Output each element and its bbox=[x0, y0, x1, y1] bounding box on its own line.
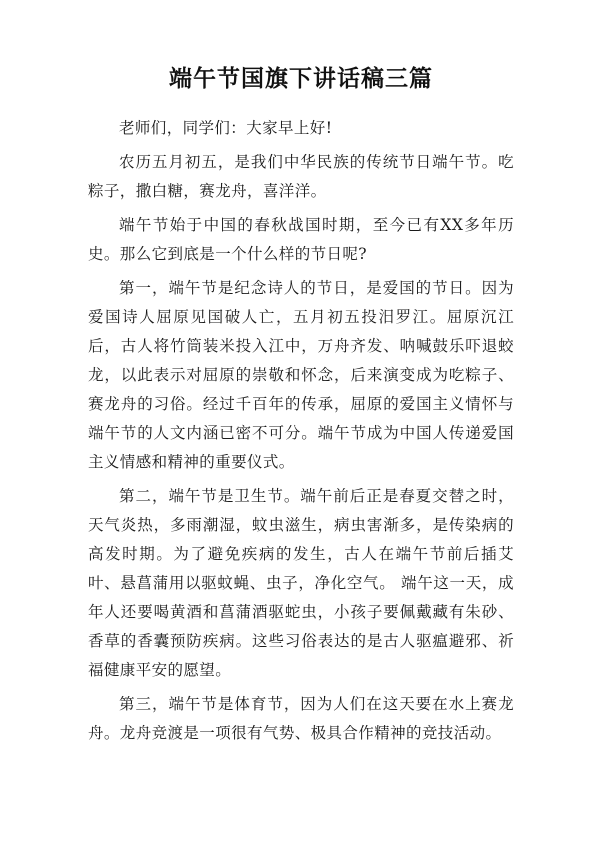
paragraph-third-point: 第三，端午节是体育节，因为人们在这天要在水上赛龙舟。龙舟竞渡是一项很有气势、极具合作精神的竞技活动。 bbox=[88, 695, 514, 742]
paragraph-greeting: 老师们，同学们：大家早上好! bbox=[119, 119, 333, 137]
paragraph-second-point: 第二，端午节是卫生节。端午前后正是春夏交替之时，天气炎热，多雨潮湿，蚊虫滋生，病虫害渐多，是传染病的高发时期。为了避免疾病的发生，古人在端午节前后插艾叶、悬菖蒲用以驱蚊蝇、虫子，净化空气。 端午这一天，成年人还要喝黄酒和菖蒲酒驱蛇虫，小孩子要佩戴藏有朱砂、香草的香囊预防疾病。这些习俗表达的是古人驱瘟避邪、祈福健康平安的愿望。 bbox=[88, 487, 514, 679]
document-page bbox=[88, 62, 514, 753]
document-title: 端午节国旗下讲话稿三篇 bbox=[169, 65, 433, 92]
paragraph-history: 端午节始于中国的春秋战国时期，至今已有XX多年历史。那么它到底是一个什么样的节日呢? bbox=[88, 216, 514, 263]
paragraph-first-point: 第一，端午节是纪念诗人的节日，是爱国的节日。因为爱国诗人屈原见国破人亡，五月初五投汨罗江。屈原沉江后，古人将竹筒装米投入江中，万舟齐发、呐喊鼓乐吓退蛟龙，以此表示对屈原的崇敬和怀念，后来演变成为吃粽子、赛龙舟的习俗。经过千百年的传承，屈原的爱国主义情怀与端午节的人文内涵已密不可分。端午节成为中国人传递爱国主义情感和精神的重要仪式。 bbox=[88, 279, 514, 471]
paragraph-intro: 农历五月初五，是我们中华民族的传统节日端午节。吃粽子，撒白糖，赛龙舟，喜洋洋。 bbox=[88, 153, 514, 200]
